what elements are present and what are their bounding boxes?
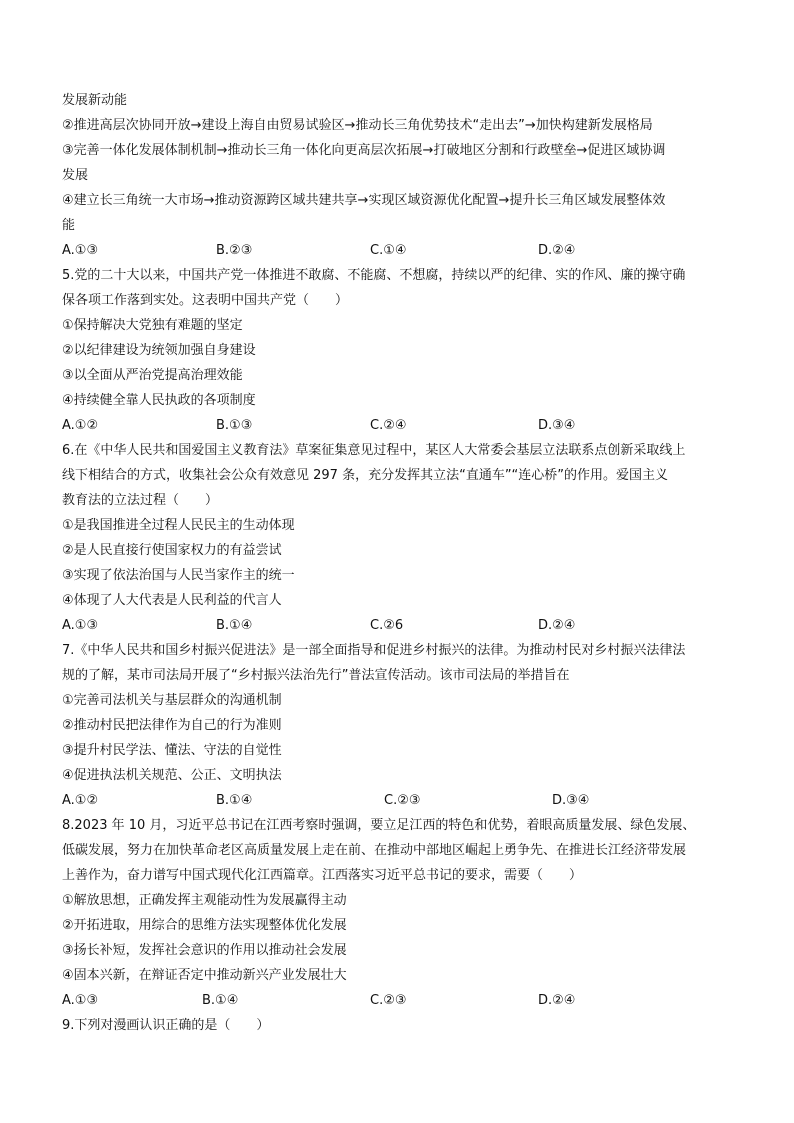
statement-3: ③扬长补短，发挥社会意识的作用以推动社会发展 <box>62 943 347 958</box>
statement-4: ④持续健全靠人民执政的各项制度 <box>62 393 256 408</box>
question-stem: 保各项工作落到实处。这表明中国共产党（ ） <box>62 293 349 308</box>
question-stem: 低碳发展，努力在加快革命老区高质量发展上走在前、在推动中部地区崛起上勇争先、在推进长江经济带发展 <box>62 843 687 858</box>
question-7 <box>62 638 742 813</box>
statement-4: ④体现了人大代表是人民利益的代言人 <box>62 593 282 608</box>
question-stem: 6.在《中华人民共和国爱国主义教育法》草案征集意见过程中，某区人大常委会基层立法联系点创新采取线上 <box>62 443 686 458</box>
option-c: C.②③ <box>384 793 421 808</box>
option-c: C.②④ <box>370 418 407 433</box>
question-stem: 5.党的二十大以来，中国共产党一体推进不敢腐、不能腐、不想腐，持续以严的纪律、实的作风、廉的操守确 <box>62 268 686 283</box>
statement-1: ①是我国推进全过程人民民主的生动体现 <box>62 518 295 533</box>
option-b: B.②③ <box>216 243 253 258</box>
option-d: D.③④ <box>552 793 590 808</box>
question-stem: 规的了解，某市司法局开展了“乡村振兴法治先行”普法宣传活动。该市司法局的举措旨在 <box>62 668 570 683</box>
answer-options <box>62 238 742 263</box>
option-c: C.②③ <box>370 993 407 1008</box>
statement-3: ③实现了依法治国与人民当家作主的统一 <box>62 568 295 583</box>
question-5 <box>62 263 742 438</box>
text-line: 发展新动能 <box>62 93 128 108</box>
answer-options <box>62 788 742 813</box>
text-line: ③完善一体化发展体制机制→推动长三角一体化向更高层次拓展→打破地区分割和行政壁垒→促进区域协调 <box>62 143 666 158</box>
option-a: A.①② <box>62 793 99 808</box>
text-line: 能 <box>62 218 76 233</box>
statement-2: ②推动村民把法律作为自己的行为准则 <box>62 718 282 733</box>
option-d: D.②④ <box>538 993 576 1008</box>
question-stem: 7.《中华人民共和国乡村振兴促进法》是一部全面指导和促进乡村振兴的法律。为推动村民对乡村振兴法律法 <box>62 643 686 658</box>
question-stem: 8.2023 年 10 月，习近平总书记在江西考察时强调，要立足江西的特色和优势，着眼高质量发展、绿色发展、 <box>62 818 696 833</box>
statement-3: ③提升村民学法、懂法、守法的自觉性 <box>62 743 282 758</box>
question-8 <box>62 813 742 1013</box>
statement-2: ②开拓进取，用综合的思维方法实现整体优化发展 <box>62 918 347 933</box>
option-a: A.①③ <box>62 243 99 258</box>
question-6 <box>62 438 742 638</box>
exam-page <box>62 88 742 1038</box>
question-stem: 教育法的立法过程（ ） <box>62 493 219 508</box>
option-c: C.②6 <box>370 618 404 633</box>
text-line: ④建立长三角统一大市场→推动资源跨区域共建共享→实现区域资源优化配置→提升长三角区域发展整体效 <box>62 193 666 208</box>
question-stem: 上善作为，奋力谱写中国式现代化江西篇章。江西落实习近平总书记的要求，需要（ ） <box>62 868 583 883</box>
statement-4: ④促进执法机关规范、公正、文明执法 <box>62 768 282 783</box>
answer-options <box>62 613 742 638</box>
option-b: B.①④ <box>202 993 239 1008</box>
text-line: ②推进高层次协同开放→建设上海自由贸易试验区→推动长三角优势技术“走出去”→加快构建新发展格局 <box>62 118 653 133</box>
answer-options <box>62 413 742 438</box>
option-a: A.①③ <box>62 618 99 633</box>
statement-3: ③以全面从严治党提高治理效能 <box>62 368 243 383</box>
option-a: A.①② <box>62 418 99 433</box>
option-c: C.①④ <box>370 243 407 258</box>
statement-2: ②以纪律建设为统领加强自身建设 <box>62 343 256 358</box>
option-b: B.①④ <box>216 618 253 633</box>
text-line: 发展 <box>62 168 89 183</box>
answer-options <box>62 988 742 1013</box>
statement-1: ①保持解决大党独有难题的坚定 <box>62 318 243 333</box>
option-d: D.③④ <box>538 418 576 433</box>
option-a: A.①③ <box>62 993 99 1008</box>
option-b: B.①④ <box>216 793 253 808</box>
statement-1: ①解放思想，正确发挥主观能动性为发展赢得主动 <box>62 893 347 908</box>
question-stem: 线下相结合的方式，收集社会公众有效意见 297 条，充分发挥其立法“直通车”“连心桥”的作用。爱国主义 <box>62 468 669 483</box>
option-d: D.②④ <box>538 243 576 258</box>
option-b: B.①③ <box>216 418 253 433</box>
option-d: D.②④ <box>538 618 576 633</box>
intro-block <box>62 88 742 263</box>
question-stem: 9.下列对漫画认识正确的是（ ） <box>62 1018 270 1033</box>
question-9 <box>62 1013 742 1038</box>
statement-1: ①完善司法机关与基层群众的沟通机制 <box>62 693 282 708</box>
statement-2: ②是人民直接行使国家权力的有益尝试 <box>62 543 282 558</box>
statement-4: ④固本兴新，在辩证否定中推动新兴产业发展壮大 <box>62 968 347 983</box>
